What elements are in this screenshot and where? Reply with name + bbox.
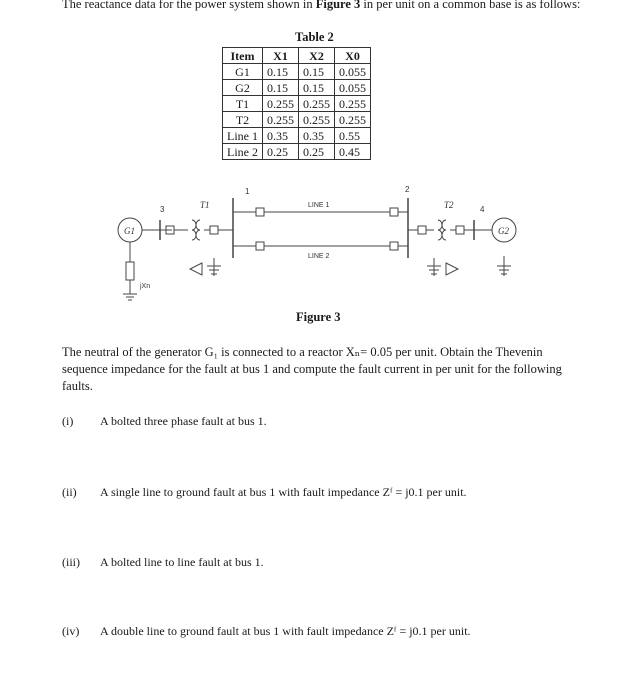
cell-x1: 0.35 bbox=[263, 128, 299, 144]
ground-delta-symbol bbox=[190, 263, 202, 275]
intro-figure-ref: Figure 3 bbox=[315, 0, 361, 11]
bus-4-label: 4 bbox=[480, 205, 485, 214]
bus-2-label: 2 bbox=[405, 185, 410, 194]
cell-item: Line 2 bbox=[223, 144, 263, 160]
t1-primary-winding bbox=[192, 220, 196, 240]
t2-primary-winding bbox=[438, 220, 442, 240]
reactor-label: jXn bbox=[140, 283, 151, 290]
cell-x2: 0.35 bbox=[299, 128, 335, 144]
question-number: (i) bbox=[62, 414, 74, 428]
cell-x1: 0.255 bbox=[263, 96, 299, 112]
question-text: A bolted three phase fault at bus 1. bbox=[100, 414, 267, 428]
cell-x1: 0.15 bbox=[263, 80, 299, 96]
cell-x2: 0.15 bbox=[299, 64, 335, 80]
header-x1: X1 bbox=[263, 48, 299, 64]
breaker-symbol bbox=[256, 208, 264, 216]
cell-x0: 0.255 bbox=[335, 96, 371, 112]
line-2-label: LINE 2 bbox=[308, 253, 330, 260]
cell-item: G1 bbox=[223, 64, 263, 80]
cell-x2: 0.255 bbox=[299, 96, 335, 112]
cell-item: Line 1 bbox=[223, 128, 263, 144]
bus-1-label: 1 bbox=[245, 187, 250, 196]
breaker-symbol bbox=[390, 242, 398, 250]
cell-x2: 0.15 bbox=[299, 80, 335, 96]
cell-item: T2 bbox=[223, 112, 263, 128]
breaker-symbol bbox=[456, 226, 464, 234]
problem-statement: The neutral of the generator G₁ is connected to a reactor Xₙ= 0.05 per unit. Obtain the Thevenin sequence impedance for the fault at bus 1 and compute the fault current in per unit for the following faults. bbox=[62, 345, 562, 393]
ground-delta-symbol bbox=[446, 263, 458, 275]
question-number: (iii) bbox=[62, 555, 80, 569]
table-title: Table 2 bbox=[295, 30, 334, 44]
cell-x0: 0.45 bbox=[335, 144, 371, 160]
cell-x2: 0.25 bbox=[299, 144, 335, 160]
header-x0: X0 bbox=[335, 48, 371, 64]
cell-x0: 0.055 bbox=[335, 64, 371, 80]
cell-x0: 0.55 bbox=[335, 128, 371, 144]
reactor-symbol bbox=[126, 262, 134, 280]
cell-item: T1 bbox=[223, 96, 263, 112]
transformer-t1-label: T1 bbox=[200, 200, 210, 210]
cell-x1: 0.25 bbox=[263, 144, 299, 160]
question-text: A double line to ground fault at bus 1 with fault impedance Zᶠ = j0.1 per unit. bbox=[100, 624, 471, 638]
breaker-symbol bbox=[390, 208, 398, 216]
t2-secondary-winding bbox=[442, 220, 446, 240]
question-number: (ii) bbox=[62, 485, 77, 499]
breaker-symbol bbox=[210, 226, 218, 234]
header-item: Item bbox=[223, 48, 263, 64]
question-number: (iv) bbox=[62, 624, 80, 638]
figure-caption: Figure 3 bbox=[296, 310, 341, 324]
header-x2: X2 bbox=[299, 48, 335, 64]
generator-g2-label: G2 bbox=[498, 226, 509, 236]
line-1-label: LINE 1 bbox=[308, 202, 330, 209]
breaker-symbol bbox=[418, 226, 426, 234]
cell-x0: 0.255 bbox=[335, 112, 371, 128]
question-text: A bolted line to line fault at bus 1. bbox=[100, 555, 264, 569]
bus-3-label: 3 bbox=[160, 205, 165, 214]
cell-x1: 0.15 bbox=[263, 64, 299, 80]
cell-x2: 0.255 bbox=[299, 112, 335, 128]
cell-item: G2 bbox=[223, 80, 263, 96]
generator-g1-label: G1 bbox=[124, 226, 135, 236]
power-system-diagram bbox=[0, 0, 617, 330]
cell-x0: 0.055 bbox=[335, 80, 371, 96]
transformer-t2-label: T2 bbox=[444, 200, 454, 210]
cell-x1: 0.255 bbox=[263, 112, 299, 128]
intro-text-a: The reactance data for the power system shown in bbox=[62, 0, 316, 11]
t1-secondary-winding bbox=[196, 220, 200, 240]
question-text: A single line to ground fault at bus 1 with fault impedance Zᶠ = j0.1 per unit. bbox=[100, 485, 467, 499]
breaker-symbol bbox=[256, 242, 264, 250]
intro-text-b: in per unit on a common base is as follows: bbox=[360, 0, 581, 11]
